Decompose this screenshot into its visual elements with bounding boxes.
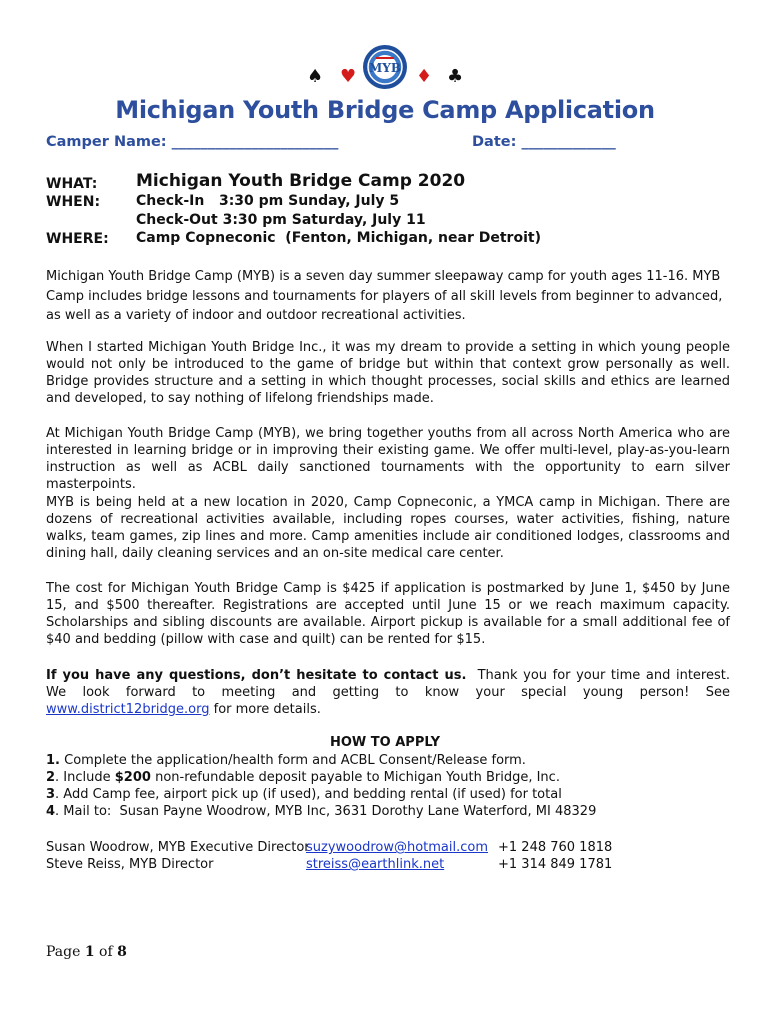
apply-step-1 [46, 752, 526, 769]
step-3-number: 3 [46, 787, 56, 802]
where-value: Camp Copneconic (Fenton, Michigan, near Detroit) [136, 230, 541, 246]
step-2-text-b: non-refundable deposit payable to Michigan Youth Bridge, Inc. [150, 770, 560, 785]
contact-name-2: Steve Reiss, MYB Director [46, 857, 214, 872]
contact-email-1[interactable]: suzywoodrow@hotmail.com [306, 840, 489, 855]
page-number [46, 944, 127, 960]
contact-paragraph [46, 667, 739, 718]
when-checkout: Check-Out 3:30 pm Saturday, July 11 [136, 212, 426, 228]
page-current: 1 [84, 944, 95, 960]
step-3-text: . Add Camp fee, airport pick up (if used), and bedding rental (if used) for total [55, 787, 562, 802]
step-2-text-a: . Include [55, 770, 115, 785]
step-2-number: 2 [46, 770, 56, 785]
location-paragraph: MYB is being held at a new location in 2020, Camp Copneconic, a YMCA camp in Michigan. There are dozens of recreational activities available, including ropes courses, water activities, fishing, nature walks, team games, zip lines and more. Camp amenities include air conditioned lodges, classrooms and dining hall, daily cleaning services and an on-site medical care center. [46, 495, 730, 561]
when-checkin: Check-In 3:30 pm Sunday, July 5 [136, 193, 400, 209]
step-4-text: . Mail to: Susan Payne Woodrow, MYB Inc, 3631 Dorothy Lane Waterford, MI 48329 [55, 804, 597, 819]
questions-text: If you have any questions, don’t hesitate to contact us. [46, 668, 467, 683]
date-row [472, 134, 616, 150]
apply-step-2 [46, 769, 560, 786]
intro-paragraph: Michigan Youth Bridge Camp (MYB) is a seven day summer sleepaway camp for youth ages 11-16. MYB Camp includes bridge lessons and tournaments for players of all skill levels from beginner to advanced, as well as a variety of indoor and outdoor recreational activities. [46, 269, 723, 323]
page-title: Michigan Youth Bridge Camp Application [115, 96, 655, 124]
svg-text:MYB: MYB [369, 61, 401, 75]
contact-email-2[interactable]: streiss@earthlink.net [306, 857, 445, 872]
dream-paragraph: When I started Michigan Youth Bridge Inc., it was my dream to provide a setting in which young people would not only be introduced to the game of bridge but within that context grow personally as well. Bridge provides structure and a setting in which thought processes, social skills and ethics are learned and developed, to say nothing of lifelong friendships made. [46, 340, 730, 406]
contact-phone-1: +1 248 760 1818 [498, 840, 613, 855]
more-details-text: for more details. [209, 702, 321, 717]
myb-logo-icon [362, 44, 408, 90]
apply-step-4 [46, 803, 596, 820]
thank-you-text: Thank you for your time and interest. We look forward to meeting and getting to know your special young person! See [46, 668, 739, 700]
contact-name-1: Susan Woodrow, MYB Executive Director [46, 840, 310, 855]
camper-name-row [46, 134, 338, 150]
contact-phone-2: +1 314 849 1781 [498, 857, 613, 872]
district12-link[interactable]: www.district12bridge.org [46, 702, 210, 717]
date-label: Date: [472, 134, 517, 150]
apply-step-3 [46, 786, 562, 803]
where-label: WHERE: [46, 231, 109, 247]
step-1-number: 1. [46, 753, 60, 768]
myb-logo [362, 44, 408, 90]
date-blank[interactable]: _____________ [521, 134, 616, 150]
club-icon: ♣ [447, 66, 464, 87]
what-label: WHAT: [46, 176, 98, 192]
step-4-number: 4 [46, 804, 56, 819]
camper-name-label: Camper Name: [46, 134, 167, 150]
page-prefix: Page [46, 944, 85, 960]
diamond-icon: ♦ [416, 66, 433, 87]
what-value: Michigan Youth Bridge Camp 2020 [136, 171, 466, 191]
how-to-apply-heading: HOW TO APPLY [329, 735, 441, 750]
step-1-text: Complete the application/health form and ACBL Consent/Release form. [59, 753, 526, 768]
cost-paragraph: The cost for Michigan Youth Bridge Camp is $425 if application is postmarked by June 1, $450 by June 15, and $500 thereafter. Registrations are accepted until June 15 or we reach maximum capacity. Scholarships and sibling discounts are available. Airport pickup is available for a small additional fee of $40 and bedding (pillow with case and quilt) can be rented for $15. [46, 581, 730, 647]
page-total: 8 [117, 944, 127, 960]
heart-icon: ♥ [340, 66, 357, 87]
when-label: WHEN: [46, 194, 101, 210]
camper-name-blank[interactable]: _______________________ [171, 134, 339, 150]
deposit-amount: $200 [114, 770, 151, 785]
program-paragraph: At Michigan Youth Bridge Camp (MYB), we bring together youths from all across North America who are interested in learning bridge or in improving their existing game. We offer multi-level, play-as-you-learn instruction as well as ACBL daily sanctioned tournaments with the opportunity to earn silver masterpoints. [46, 426, 730, 492]
page-mid: of [94, 944, 118, 960]
spade-icon: ♠ [307, 66, 324, 87]
